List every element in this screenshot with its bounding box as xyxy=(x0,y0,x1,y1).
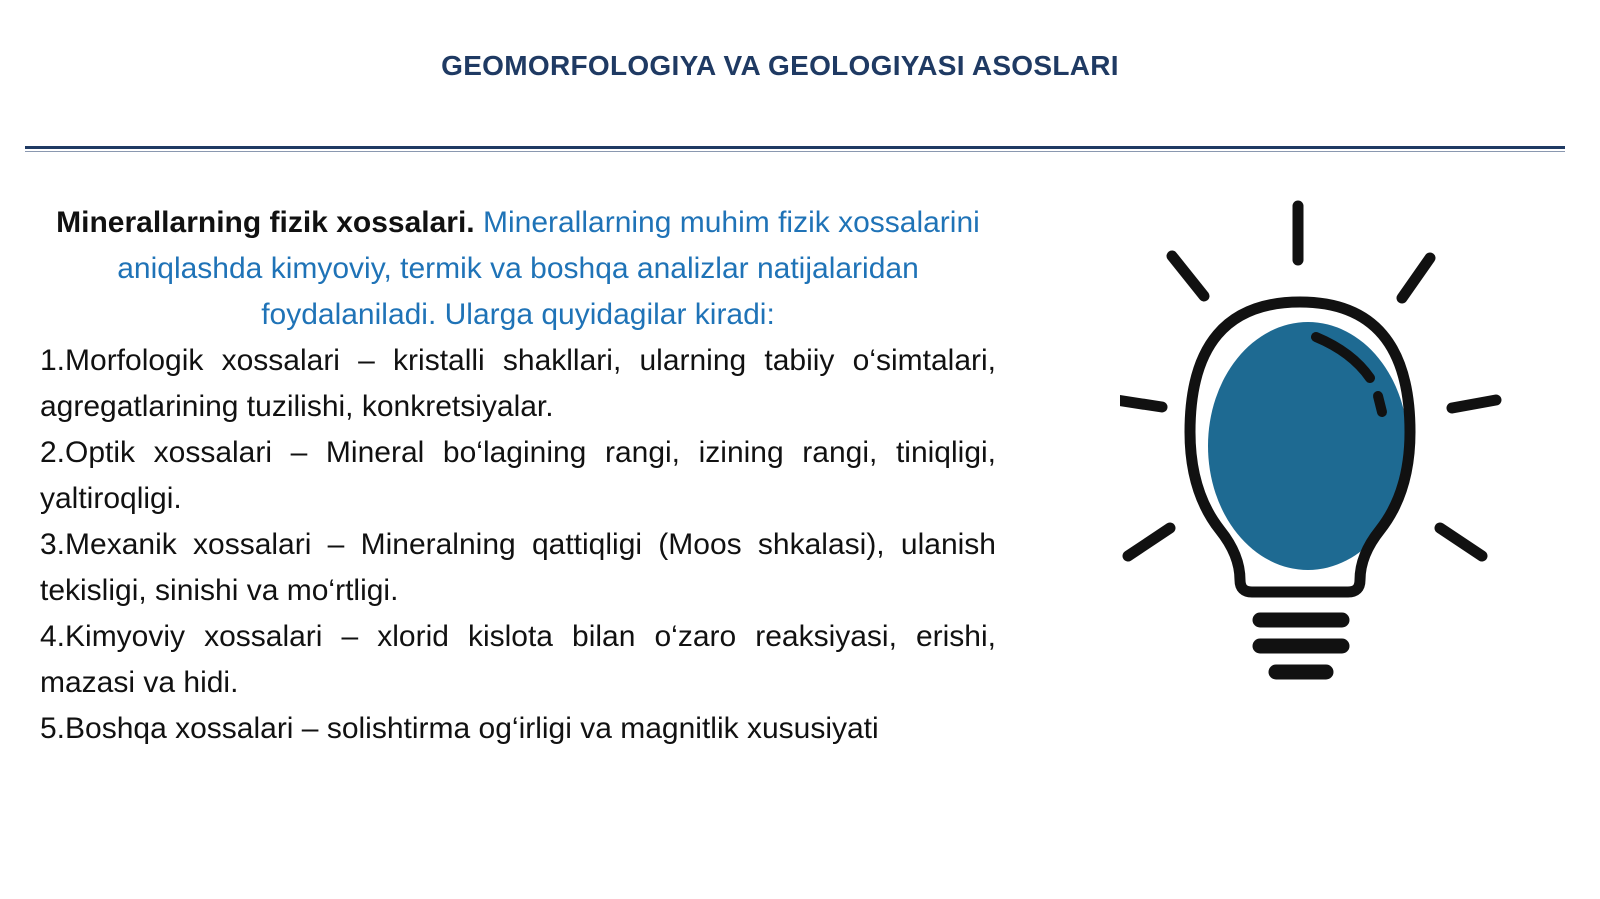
list-item-mexanik: 3.Mexanik xossalari – Mineralning qattiqligi (Moos shkalasi), ulanish tekisligi, sinishi va mo‘rtligi. xyxy=(40,528,996,607)
light-ray xyxy=(1120,400,1162,407)
title-divider xyxy=(25,146,1565,152)
list-item-boshqa: 5.Boshqa xossalari – solishtirma og‘irligi va magnitlik xususiyati xyxy=(40,712,879,745)
lightbulb-icon xyxy=(1120,200,1540,700)
bulb-highlight xyxy=(1378,396,1382,412)
intro-lead: Minerallarning fizik xossalari. xyxy=(56,206,475,239)
list-item-optik: 2.Optik xossalari – Mineral bo‘lagining rangi, izining rangi, tiniqligi, yaltiroqligi. xyxy=(40,436,996,515)
list-item-kimyoviy: 4.Kimyoviy xossalari – xlorid kislota bilan o‘zaro reaksiyasi, erishi, mazasi va hidi. xyxy=(40,620,996,699)
light-ray xyxy=(1452,400,1496,408)
content-block xyxy=(40,200,996,752)
slide-title: GEOMORFOLOGIYA VA GEOLOGIYASI ASOSLARI xyxy=(441,50,1119,81)
light-ray xyxy=(1440,528,1482,556)
light-ray xyxy=(1172,256,1204,296)
intro-paragraph xyxy=(40,200,996,338)
list-item-morfologik: 1.Morfologik xossalari – kristalli shakllari, ularning tabiiy o‘simtalari, agregatlarining tuzilishi, konkretsiyalar. xyxy=(40,344,996,423)
light-ray xyxy=(1402,258,1430,298)
light-ray xyxy=(1128,528,1170,556)
intro-text: Minerallarning muhim fizik xossalarini aniqlashda kimyoviy, termik va boshqa analizlar natijalaridan foydalaniladi. Ularga quyidagilar kiradi: xyxy=(117,206,980,331)
